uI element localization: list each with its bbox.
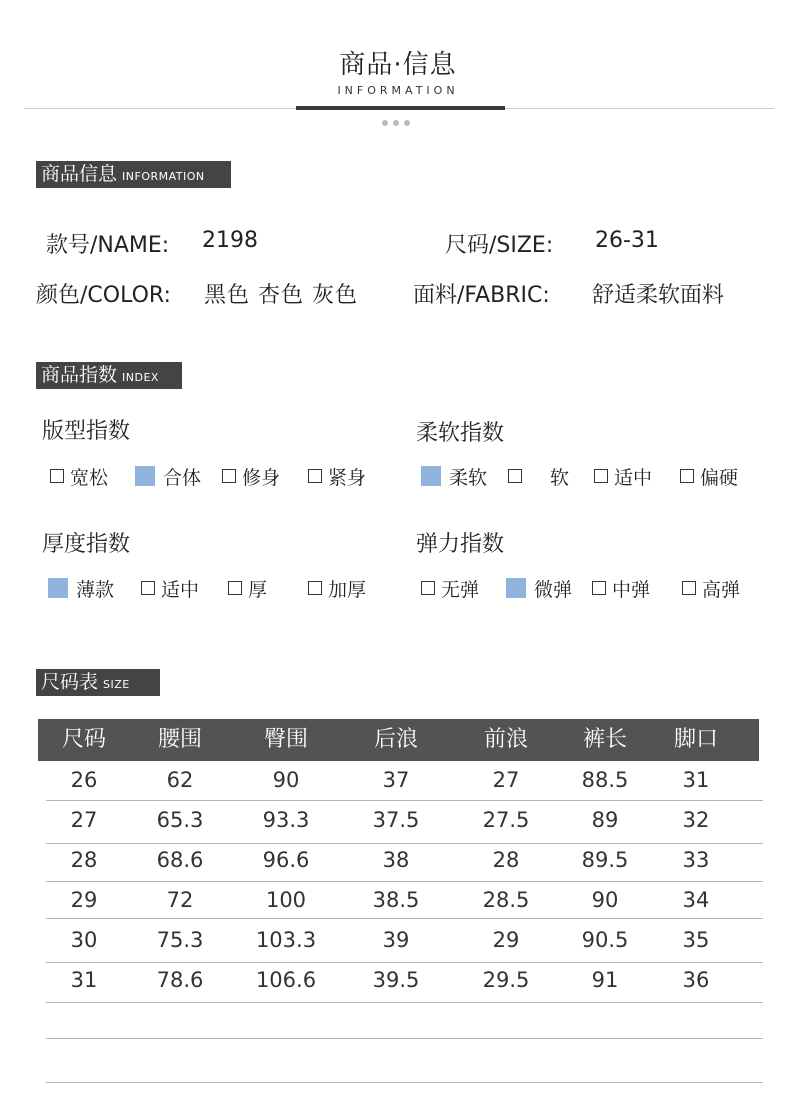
checkbox-icon xyxy=(222,469,236,483)
table-cell: 34 xyxy=(682,888,710,912)
table-cell: 91 xyxy=(591,968,619,992)
table-cell: 72 xyxy=(166,888,194,912)
table-cell: 90 xyxy=(591,888,619,912)
header-accent-bar xyxy=(296,106,505,110)
index-option-label: 合体 xyxy=(163,466,202,489)
table-cell: 88.5 xyxy=(581,768,629,792)
table-cell: 75.3 xyxy=(156,928,204,952)
section-label-zh: 商品指数 xyxy=(41,364,118,386)
fabric-value: 舒适柔软面料 xyxy=(592,283,725,308)
table-row-divider xyxy=(46,800,763,801)
index-option xyxy=(594,462,652,490)
table-row-divider xyxy=(46,1038,763,1039)
ellipsis-dots-icon xyxy=(382,120,410,126)
table-cell: 39.5 xyxy=(372,968,420,992)
index-option-label: 宽松 xyxy=(70,466,109,489)
checked-box-icon xyxy=(48,578,68,598)
index-option-label: 偏硬 xyxy=(700,466,739,489)
table-cell: 32 xyxy=(682,808,710,832)
index-option-label: 高弹 xyxy=(702,578,741,601)
table-header-cell: 后浪 xyxy=(373,727,418,752)
table-header-cell: 腰围 xyxy=(157,727,202,752)
checkbox-icon xyxy=(508,469,522,483)
index-option xyxy=(682,574,740,602)
index-title: 弹力指数 xyxy=(416,532,505,557)
section-label-size xyxy=(36,669,160,696)
section-label-zh: 尺码表 xyxy=(41,671,99,693)
table-cell: 103.3 xyxy=(255,928,317,952)
index-option-label: 薄款 xyxy=(76,578,115,601)
checkbox-icon xyxy=(421,581,435,595)
table-cell: 29 xyxy=(70,888,98,912)
section-label-en: SIZE xyxy=(103,678,130,691)
fabric-label: 面料/FABRIC: xyxy=(413,283,550,308)
index-option-selected xyxy=(506,574,572,602)
table-cell: 90.5 xyxy=(581,928,629,952)
index-option-label: 软 xyxy=(550,466,570,489)
section-label-zh: 商品信息 xyxy=(41,163,118,185)
index-option-selected xyxy=(48,574,114,602)
table-cell: 28.5 xyxy=(482,888,530,912)
checkbox-icon xyxy=(592,581,606,595)
page-subtitle: INFORMATION xyxy=(337,84,459,97)
table-row-divider xyxy=(46,843,763,844)
table-header-cell: 尺码 xyxy=(61,727,106,752)
index-option-label: 适中 xyxy=(161,578,200,601)
checkbox-icon xyxy=(308,469,322,483)
index-option-label: 加厚 xyxy=(328,578,367,601)
table-header-cell: 前浪 xyxy=(483,727,528,752)
color-value: 黑色 杏色 灰色 xyxy=(204,283,358,308)
checkbox-icon xyxy=(228,581,242,595)
checkbox-icon xyxy=(308,581,322,595)
section-label-info xyxy=(36,161,231,188)
table-cell: 90 xyxy=(272,768,300,792)
index-option xyxy=(228,574,267,602)
name-value: 2198 xyxy=(202,228,258,253)
index-option-label: 无弹 xyxy=(441,578,480,601)
table-cell: 28 xyxy=(70,848,98,872)
table-header-cell: 脚口 xyxy=(673,727,718,752)
index-option-label: 修身 xyxy=(242,466,281,489)
index-option xyxy=(141,574,199,602)
checkbox-icon xyxy=(141,581,155,595)
index-option xyxy=(222,462,280,490)
table-cell: 89.5 xyxy=(581,848,629,872)
table-cell: 38.5 xyxy=(372,888,420,912)
table-cell: 30 xyxy=(70,928,98,952)
table-cell: 78.6 xyxy=(156,968,204,992)
checkbox-icon xyxy=(682,581,696,595)
table-row-divider xyxy=(46,881,763,882)
index-option-label: 柔软 xyxy=(449,466,488,489)
table-cell: 62 xyxy=(166,768,194,792)
table-cell: 36 xyxy=(682,968,710,992)
table-cell: 27 xyxy=(70,808,98,832)
table-cell: 29.5 xyxy=(482,968,530,992)
index-option-label: 中弹 xyxy=(612,578,651,601)
table-cell: 106.6 xyxy=(255,968,317,992)
index-option-label: 厚 xyxy=(248,578,268,601)
table-cell: 26 xyxy=(70,768,98,792)
index-option xyxy=(421,574,479,602)
index-option-label: 适中 xyxy=(614,466,653,489)
table-row-divider xyxy=(46,1002,763,1003)
index-option xyxy=(592,574,650,602)
section-label-en: INFORMATION xyxy=(122,170,205,183)
index-option xyxy=(680,462,738,490)
table-cell: 39 xyxy=(382,928,410,952)
checked-box-icon xyxy=(421,466,441,486)
table-cell: 29 xyxy=(492,928,520,952)
table-header-cell: 裤长 xyxy=(582,727,627,752)
name-label: 款号/NAME: xyxy=(46,233,170,258)
index-option xyxy=(308,574,366,602)
checkbox-icon xyxy=(680,469,694,483)
page-title: 商品·信息 xyxy=(339,50,457,80)
table-cell: 93.3 xyxy=(262,808,310,832)
table-cell: 35 xyxy=(682,928,710,952)
index-option-label: 紧身 xyxy=(328,466,367,489)
checkbox-icon xyxy=(50,469,64,483)
index-option xyxy=(508,462,569,490)
index-option xyxy=(308,462,366,490)
table-cell: 31 xyxy=(70,968,98,992)
table-cell: 100 xyxy=(265,888,307,912)
table-cell: 38 xyxy=(382,848,410,872)
index-option-label: 微弹 xyxy=(534,578,573,601)
table-cell: 68.6 xyxy=(156,848,204,872)
table-cell: 37 xyxy=(382,768,410,792)
color-label: 颜色/COLOR: xyxy=(36,283,171,308)
table-header-cell: 臀围 xyxy=(263,727,308,752)
index-option xyxy=(50,462,108,490)
table-cell: 96.6 xyxy=(262,848,310,872)
checked-box-icon xyxy=(135,466,155,486)
size-value: 26-31 xyxy=(595,228,659,253)
index-title: 柔软指数 xyxy=(416,421,505,446)
checkbox-icon xyxy=(594,469,608,483)
index-title: 厚度指数 xyxy=(42,532,131,557)
table-row-divider xyxy=(46,918,763,919)
table-cell: 27.5 xyxy=(482,808,530,832)
table-cell: 27 xyxy=(492,768,520,792)
table-cell: 65.3 xyxy=(156,808,204,832)
index-option-selected xyxy=(421,462,487,490)
table-cell: 33 xyxy=(682,848,710,872)
index-option-selected xyxy=(135,462,201,490)
size-label: 尺码/SIZE: xyxy=(445,233,554,258)
table-cell: 89 xyxy=(591,808,619,832)
table-cell: 31 xyxy=(682,768,710,792)
section-label-index xyxy=(36,362,182,389)
section-label-en: INDEX xyxy=(122,371,159,384)
checked-box-icon xyxy=(506,578,526,598)
index-title: 版型指数 xyxy=(42,419,131,444)
table-row-divider xyxy=(46,1082,763,1083)
table-row-divider xyxy=(46,962,763,963)
table-cell: 28 xyxy=(492,848,520,872)
table-cell: 37.5 xyxy=(372,808,420,832)
